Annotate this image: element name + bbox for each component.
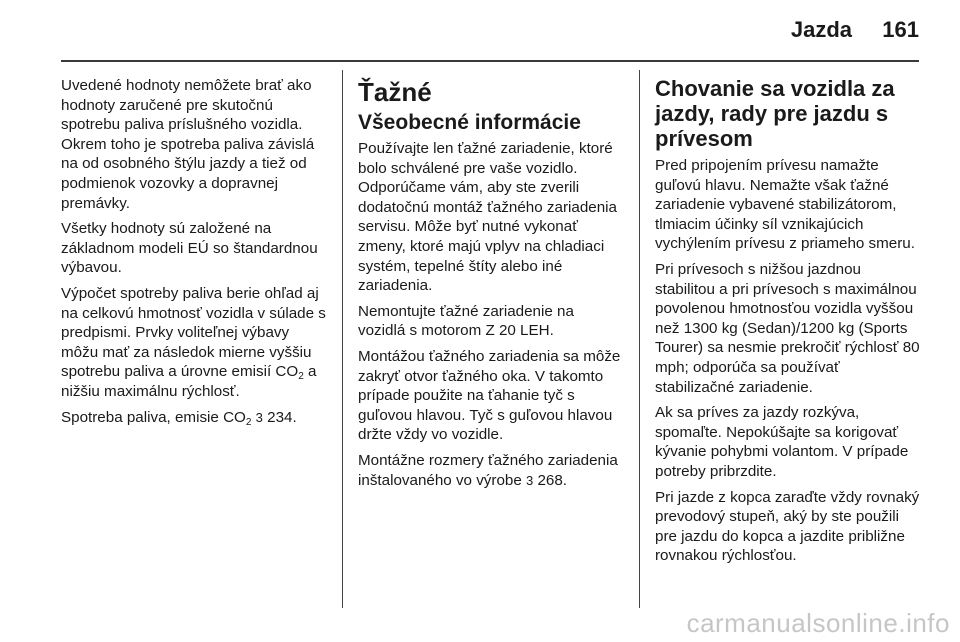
trailer-driving-heading: Chovanie sa vozidla za jazdy, rady pre jazdu s prívesom: [655, 76, 895, 151]
paragraph-mount-dimensions: [358, 451, 624, 490]
paragraph-trailer-sway: Ak sa príves za jazdy rozkýva, spomaľte. Nepokúšajte sa korigovať kývanie pohybmi volantom. V prípade potreby pribrzdite.: [655, 404, 909, 480]
column-1: [61, 76, 327, 433]
mount-dimensions-text: Montážne rozmery ťažného zariadenia inštalovaného vo výrobe: [358, 451, 618, 489]
general-info-heading: Všeobecné informácie: [358, 111, 581, 134]
co2-subscript: 2: [298, 371, 304, 383]
page-ref-icon: 3: [255, 409, 263, 425]
emissions-text: Spotreba paliva, emisie CO: [61, 408, 246, 426]
fuel-calculation-tail: a nižšiu maximálnu rýchlosť.: [61, 363, 317, 400]
page-ref-link[interactable]: 268.: [533, 471, 568, 489]
column-2: [358, 76, 624, 496]
paragraph-fuel-calculation: [61, 284, 327, 402]
page-ref-icon: 3: [526, 472, 534, 488]
paragraph-downhill: Pri jazde z kopca zaraďte vždy rovnaký prevodový stupeň, aký by ste použili pre jazdu do kopca a jazdite približne rovnakou rýchlosťou.: [655, 488, 920, 565]
paragraph-engine-restriction: Nemontujte ťažné zariadenie na vozidlá s motorom Z 20 LEH.: [358, 302, 574, 340]
column-divider-1: [342, 70, 343, 608]
paragraph-speed-limit: Pri prívesoch s nižšou jazdnou stabilitou a pri prívesoch s maximálnou povolenou hmotnosťou vozidla vyššou než 1300 kg (Sedan)/1200 kg (Sports Tourer) sa nesmie prekročiť rýchlosť 80 mph; odporúča sa používať stabilizačné zariadenie.: [655, 260, 920, 396]
fuel-calculation-text: Výpočet spotreby paliva berie ohľad aj na celkovú hmotnosť vozidla v súlade s predpismi. Prvky voliteľnej výbavy môžu mať za následok mierne vyššiu spotrebu paliva a úrovne emisií CO: [61, 284, 326, 381]
watermark: carmanualsonline.info: [686, 608, 950, 638]
paragraph-fuel-values: Uvedené hodnoty nemôžete brať ako hodnoty zaručené pre skutočnú spotrebu paliva príslušného vozidla. Okrem toho je spotreba paliva závislá na od osobného štýlu jazdy a tiež od podmienok vozovky a dopravnej premávky.: [61, 77, 315, 212]
page-ref-link[interactable]: 234.: [262, 408, 297, 426]
paragraph-towing-eye: Montážou ťažného zariadenia sa môže zakryť otvor ťažného oka. V takomto prípade použite na ťahanie tyč s guľovou hlavou. Tyč s guľovou hlavou držte vždy vo vozidle.: [358, 347, 621, 444]
section-title: Jazda: [790, 17, 852, 42]
header-divider: [61, 60, 919, 62]
paragraph-base-model: Všetky hodnoty sú založené na základnom modeli EÚ so štandardnou výbavou.: [61, 220, 318, 277]
page-header: [0, 0, 960, 62]
paragraph-emissions-ref: [61, 408, 327, 428]
page-number: 161: [882, 17, 919, 42]
paragraph-approved-hitch: Používajte len ťažné zariadenie, ktoré bolo schválené pre vaše vozidlo. Odporúčame vám, aby ste zverili dodatočnú montáž ťažného zariadenia servisu. Môže byť nutné vykonať zmeny, ktoré majú vplyv na chladiaci systém, tepelné štíty alebo iné zariadenia.: [358, 140, 618, 295]
column-3: [655, 76, 921, 572]
towing-title: Ťažné: [358, 77, 432, 107]
paragraph-ball-grease: Pred pripojením prívesu namažte guľovú hlavu. Nemažte však ťažné zariadenie vybavené stabilizátorom, tlmiacim účinky síl vznikajúcich vychýlením prívesu z priameho smeru.: [655, 157, 915, 253]
column-divider-2: [639, 70, 640, 608]
co2-subscript: 2: [245, 416, 252, 428]
